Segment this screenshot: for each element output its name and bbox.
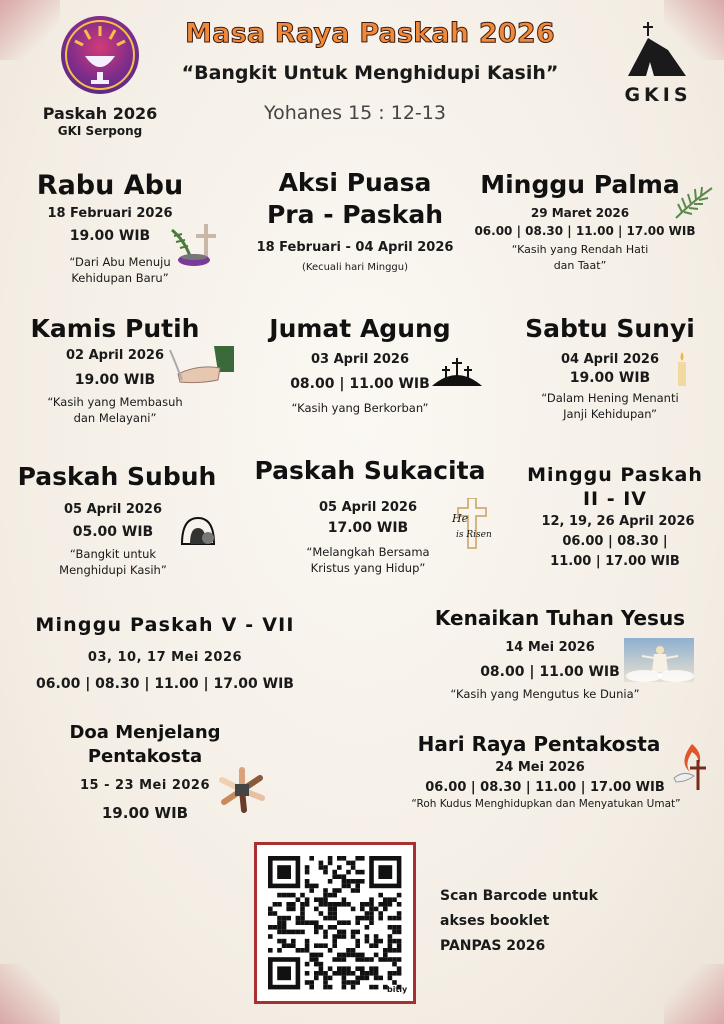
event-title: Doa Menjelang	[69, 722, 221, 743]
praying-hands-circle-icon	[218, 766, 266, 818]
event-title: Pra - Paskah	[266, 200, 443, 229]
event-time: 19.00 WIB	[569, 370, 651, 386]
event-date: 04 April 2026	[560, 352, 659, 367]
event-time: 08.00 | 11.00 WIB	[480, 664, 620, 680]
scan-instructions	[440, 884, 640, 959]
event-date: 12, 19, 26 April 2026	[541, 514, 695, 529]
event-time: 19.00 WIB	[101, 804, 189, 822]
three-crosses-icon	[432, 356, 482, 392]
quote-line: Janji Kehidupan”	[563, 407, 657, 421]
event-date: 02 April 2026	[65, 348, 164, 363]
event-title: Minggu Paskah	[527, 464, 703, 486]
quote-line: dan Melayani”	[73, 411, 157, 425]
event-date: 03 April 2026	[310, 352, 409, 367]
event-title: Minggu Paskah V - VII	[35, 614, 295, 636]
event-quote	[258, 544, 478, 576]
event-time: 06.00 | 08.30 |	[562, 534, 668, 549]
event-date: 05 April 2026	[63, 502, 162, 517]
event-title: Sabtu Sunyi	[525, 314, 695, 343]
event-time: 08.00 | 11.00 WIB	[290, 376, 430, 392]
event-quote	[396, 796, 696, 812]
quote-line: Kehidupan Baru”	[71, 271, 169, 285]
logo-caption-year: Paskah 2026	[42, 104, 158, 123]
scan-line: akses booklet	[440, 913, 550, 929]
event-time: 05.00 WIB	[72, 524, 154, 540]
quote-line: “Kasih yang Membasuh	[47, 395, 183, 409]
corner-decoration	[0, 964, 60, 1024]
event-date: 24 Mei 2026	[495, 760, 585, 775]
event-title: Kamis Putih	[30, 314, 200, 343]
event-time: 06.00 | 08.30 | 11.00 | 17.00 WIB	[425, 780, 665, 795]
scan-line: Scan Barcode untuk	[440, 888, 598, 904]
qr-pattern	[257, 845, 413, 1001]
event-note: (Kecuali hari Minggu)	[301, 262, 409, 273]
logo-caption-church: GKI Serpong	[57, 124, 143, 138]
event-time: 06.00 | 08.30 | 11.00 | 17.00 WIB	[36, 676, 294, 692]
quote-line: “Kasih yang Rendah Hati	[511, 243, 649, 256]
event-date: 03, 10, 17 Mei 2026	[87, 650, 243, 665]
event-time: 19.00 WIB	[69, 228, 151, 244]
quote-line: “Melangkah Bersama	[306, 545, 430, 559]
event-title: Jumat Agung	[269, 314, 451, 343]
qr-code[interactable]	[254, 842, 416, 1004]
event-date: 29 Maret 2026	[530, 206, 630, 220]
quote-line: dan Taat”	[553, 259, 607, 272]
event-time: 17.00 WIB	[327, 520, 409, 536]
event-title: Rabu Abu	[36, 170, 184, 201]
event-date: 18 Februari 2026	[47, 206, 173, 221]
washing-hands-icon	[168, 344, 236, 394]
palm-leaf-icon	[674, 184, 714, 224]
ascension-image	[624, 638, 694, 682]
event-title: II - IV	[582, 488, 648, 510]
bible-verse: Yohanes 15 : 12-13	[264, 102, 446, 124]
event-quote	[250, 400, 470, 416]
he-is-risen-icon	[452, 498, 492, 550]
candle-icon	[676, 352, 688, 390]
corner-decoration	[0, 0, 60, 60]
scan-line: PANPAS 2026	[440, 938, 546, 954]
dove-flame-cross-icon	[672, 742, 712, 796]
event-time: 06.00 | 08.30 | 11.00 | 17.00 WIB	[474, 224, 696, 238]
icon-lettering: He	[452, 512, 469, 525]
event-title: Paskah Sukacita	[254, 456, 486, 485]
event-title: Aksi Puasa	[278, 168, 432, 197]
event-date: 18 Februari - 04 April 2026	[256, 240, 454, 255]
ash-bowl-icon	[170, 222, 222, 274]
quote-line: “Roh Kudus Menghidupkan dan Menyatukan Umat”	[411, 798, 681, 810]
quote-line: “Kasih yang Berkorban”	[291, 401, 429, 415]
event-title: Minggu Palma	[480, 170, 680, 199]
quote-line: “Dalam Hening Menanti	[541, 391, 679, 405]
page-subtitle: “Bangkit Untuk Menghidupi Kasih”	[181, 62, 559, 84]
quote-line: Menghidupi Kasih”	[59, 563, 167, 577]
event-date: 14 Mei 2026	[505, 640, 595, 655]
event-quote	[480, 242, 680, 274]
event-time: 19.00 WIB	[74, 372, 156, 388]
event-quote	[8, 546, 218, 578]
event-title: Pentakosta	[87, 746, 203, 767]
event-quote	[420, 686, 670, 702]
qr-caption: bitly	[387, 985, 408, 994]
quote-line: Kristus yang Hidup”	[310, 561, 426, 575]
event-title: Hari Raya Pentakosta	[417, 732, 661, 756]
church-icon	[620, 20, 696, 80]
event-date: 15 - 23 Mei 2026	[79, 778, 211, 793]
event-time: 11.00 | 17.00 WIB	[550, 554, 680, 569]
event-quote	[510, 390, 710, 422]
empty-tomb-icon	[180, 514, 216, 550]
event-quote	[20, 394, 210, 426]
gkis-logo-text: GKIS	[624, 84, 692, 106]
quote-line: “Dari Abu Menuju	[69, 255, 171, 269]
quote-line: “Kasih yang Mengutus ke Dunia”	[450, 687, 640, 701]
event-title: Paskah Subuh	[17, 462, 217, 491]
event-title: Kenaikan Tuhan Yesus	[434, 606, 686, 630]
gkis-logo	[620, 20, 696, 104]
icon-lettering: is Risen	[456, 530, 492, 540]
quote-line: “Bangkit untuk	[69, 547, 157, 561]
corner-decoration	[664, 964, 724, 1024]
page-title: Masa Raya Paskah 2026	[185, 18, 555, 49]
event-date: 05 April 2026	[318, 500, 417, 515]
paskah-logo	[61, 16, 139, 94]
